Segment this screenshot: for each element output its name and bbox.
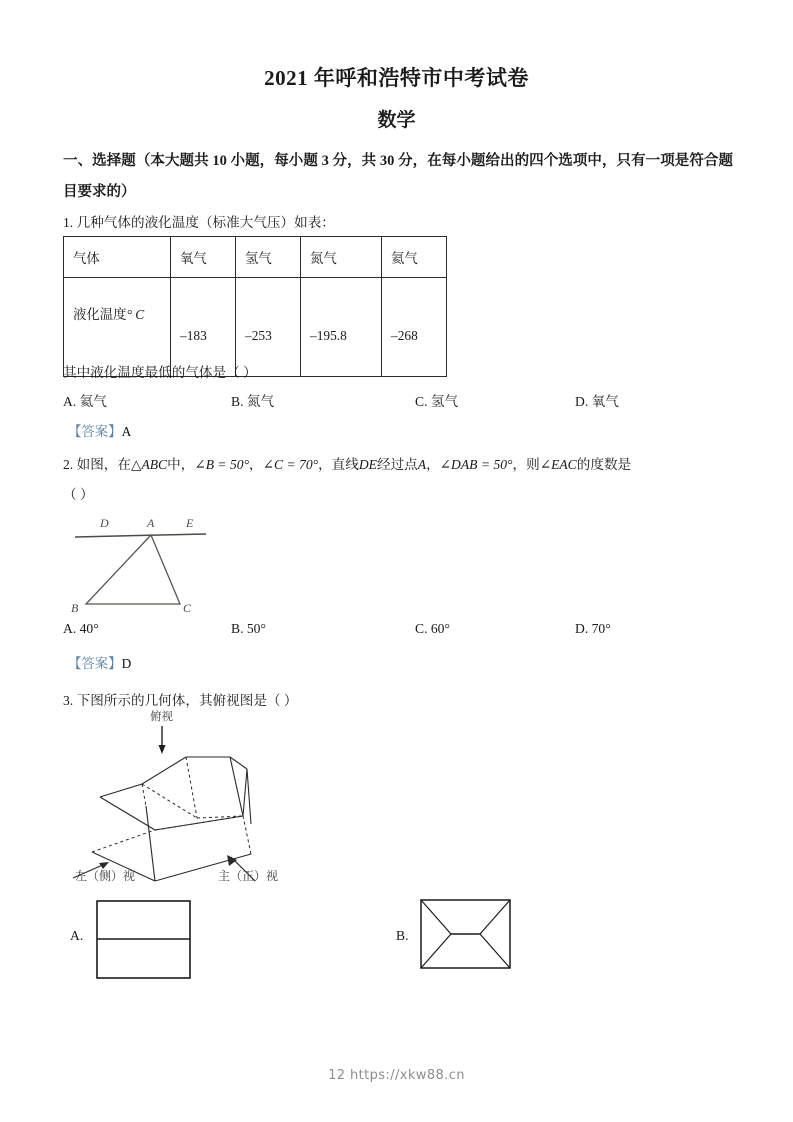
front-view-arrow-head xyxy=(227,855,237,866)
option-c-text: 氢气 xyxy=(430,394,459,409)
question-1-stem-text: 几种气体的液化温度（标准大气压）如表： xyxy=(76,215,335,230)
label-left-view: 左（侧）视 xyxy=(75,869,136,883)
q2-triangle-abc: △ABC xyxy=(130,457,168,472)
option-a-text: 氦气 xyxy=(79,394,107,409)
question-1-answer xyxy=(68,421,131,440)
question-2-stem xyxy=(63,450,743,480)
roof-left-edge xyxy=(100,784,142,797)
q2-angle-dab: ∠DAB = 50° xyxy=(439,457,513,472)
gas-liquefaction-table xyxy=(63,236,447,377)
question-2-stem-line2: （ ） xyxy=(63,487,94,502)
q2-line-de: DE xyxy=(358,457,377,472)
question-3-option-a-shape[interactable] xyxy=(95,898,195,982)
base-right-edge xyxy=(243,816,251,854)
question-3-option-a-letter[interactable]: A. xyxy=(70,928,84,943)
q2-angle-c: ∠C = 70° xyxy=(262,457,319,472)
question-1-prompt: 其中液化温度最低的气体是（ ） xyxy=(63,365,257,380)
table-header-cell-3: 氮气 xyxy=(301,237,382,278)
question-3-stem-text: 下图所示的几何体，其俯视图是（ ） xyxy=(76,693,298,708)
q2-option-d-letter: D. xyxy=(575,621,589,636)
page-subtitle: 数学 xyxy=(377,110,416,131)
q2-option-d-text: 70° xyxy=(591,621,611,636)
label-a: A xyxy=(147,516,155,530)
q2-part-3: ， xyxy=(249,457,263,472)
table-header-cell-2: 氢气 xyxy=(236,237,301,278)
table-header-cell-0: 气体 xyxy=(64,237,171,278)
table-cell-value-2: –195.8 xyxy=(301,278,382,377)
q2-part-5: 经过点 xyxy=(376,457,418,472)
option-b-diag-tl xyxy=(421,900,451,934)
q2-option-b-text: 50° xyxy=(246,621,266,636)
question-3-option-b-shape[interactable] xyxy=(418,896,518,976)
q2-part-7: ，则 xyxy=(512,457,540,472)
q2-part-1: 如图，在 xyxy=(76,457,131,472)
roof-hidden-3 xyxy=(186,757,197,818)
q2-angle-b: ∠B = 50° xyxy=(194,457,250,472)
q2-part-6: ， xyxy=(426,457,440,472)
question-2-option-c[interactable] xyxy=(415,621,450,637)
option-b-letter: B. xyxy=(231,394,244,409)
footer-watermark: 12 https://xkw88.cn xyxy=(328,1068,465,1083)
option-b-text: 氮气 xyxy=(246,394,275,409)
label-front-view: 主（正）视 xyxy=(218,869,279,883)
section-heading: 一、选择题（本大题共 10 小题，每小题 3 分，共 30 分，在每小题给出的四个选项中，只有一项是符合题目要求的） xyxy=(63,153,733,200)
option-c-letter: C. xyxy=(415,394,428,409)
q2-part-2: 中， xyxy=(167,457,195,472)
question-2-option-d[interactable] xyxy=(575,621,611,637)
option-d-text: 氧气 xyxy=(591,394,619,409)
q2-option-c-letter: C. xyxy=(415,621,428,636)
triangle-abc xyxy=(86,535,180,604)
question-2-number: 2. xyxy=(63,457,74,472)
answer-label: 【答案】 xyxy=(68,424,122,439)
label-b: B xyxy=(71,601,79,615)
q2-answer-value: D xyxy=(121,656,132,671)
arrow-top-head xyxy=(159,745,166,754)
answer-value: A xyxy=(121,424,132,439)
q2-option-b-letter: B. xyxy=(231,621,244,636)
roof-vert-far-right xyxy=(247,769,251,824)
label-e: E xyxy=(186,516,194,530)
table-cell-value-0: –183 xyxy=(171,278,236,377)
table-row-unit: ° C xyxy=(126,306,145,322)
label-c: C xyxy=(183,601,192,615)
question-2-option-b[interactable] xyxy=(231,621,266,637)
question-2-answer xyxy=(68,653,131,672)
triangle-abc-svg xyxy=(63,512,283,617)
option-a-rect-with-midline xyxy=(95,898,195,982)
question-1-option-c[interactable] xyxy=(415,390,458,410)
table-header-cell-4: 氦气 xyxy=(382,237,447,278)
question-2-figure xyxy=(63,512,283,617)
q2-angle-eac: ∠EAC xyxy=(539,457,577,472)
roof-vert-left xyxy=(142,784,146,806)
roof-hidden-1 xyxy=(142,784,197,818)
option-b-diag-bl xyxy=(421,934,451,968)
question-2-option-a[interactable] xyxy=(63,621,99,637)
option-b-rect-with-diagonals xyxy=(418,896,518,976)
q2-part-4: ，直线 xyxy=(318,457,359,472)
question-1-number: 1. xyxy=(63,215,74,230)
q2-option-a-letter: A. xyxy=(63,621,77,636)
question-3-option-b-letter[interactable]: B. xyxy=(396,928,409,943)
q2-point-a: A xyxy=(417,457,427,472)
table-row-label-text: 液化温度 xyxy=(73,306,127,322)
q2-part-8: 的度数是 xyxy=(576,457,632,472)
roof-ridge-left xyxy=(142,757,186,784)
option-b-diag-tr xyxy=(480,900,510,934)
option-b-diag-br xyxy=(480,934,510,968)
question-1-option-d[interactable] xyxy=(575,390,619,410)
table-cell-value-1: –253 xyxy=(236,278,301,377)
base-back-left xyxy=(92,830,155,852)
question-1-option-b[interactable] xyxy=(231,390,274,410)
question-1-stem xyxy=(63,208,335,238)
option-a-letter: A. xyxy=(63,394,77,409)
line-de xyxy=(75,534,206,537)
label-d: D xyxy=(100,516,109,530)
page-title: 2021 年呼和浩特市中考试卷 xyxy=(264,66,529,90)
table-header-row xyxy=(64,237,447,278)
question-1-option-a[interactable] xyxy=(63,390,107,410)
roof-vert-right xyxy=(230,757,243,816)
table-header-cell-1: 氧气 xyxy=(171,237,236,278)
table-cell-value-3: –268 xyxy=(382,278,447,377)
q2-option-a-text: 40° xyxy=(79,621,99,636)
roof-right-edge xyxy=(243,769,247,816)
q2-option-c-text: 60° xyxy=(430,621,450,636)
q2-answer-label: 【答案】 xyxy=(68,656,122,671)
option-d-letter: D. xyxy=(575,394,589,409)
question-3-number: 3. xyxy=(63,693,74,708)
label-top-view: 俯视 xyxy=(150,711,173,723)
